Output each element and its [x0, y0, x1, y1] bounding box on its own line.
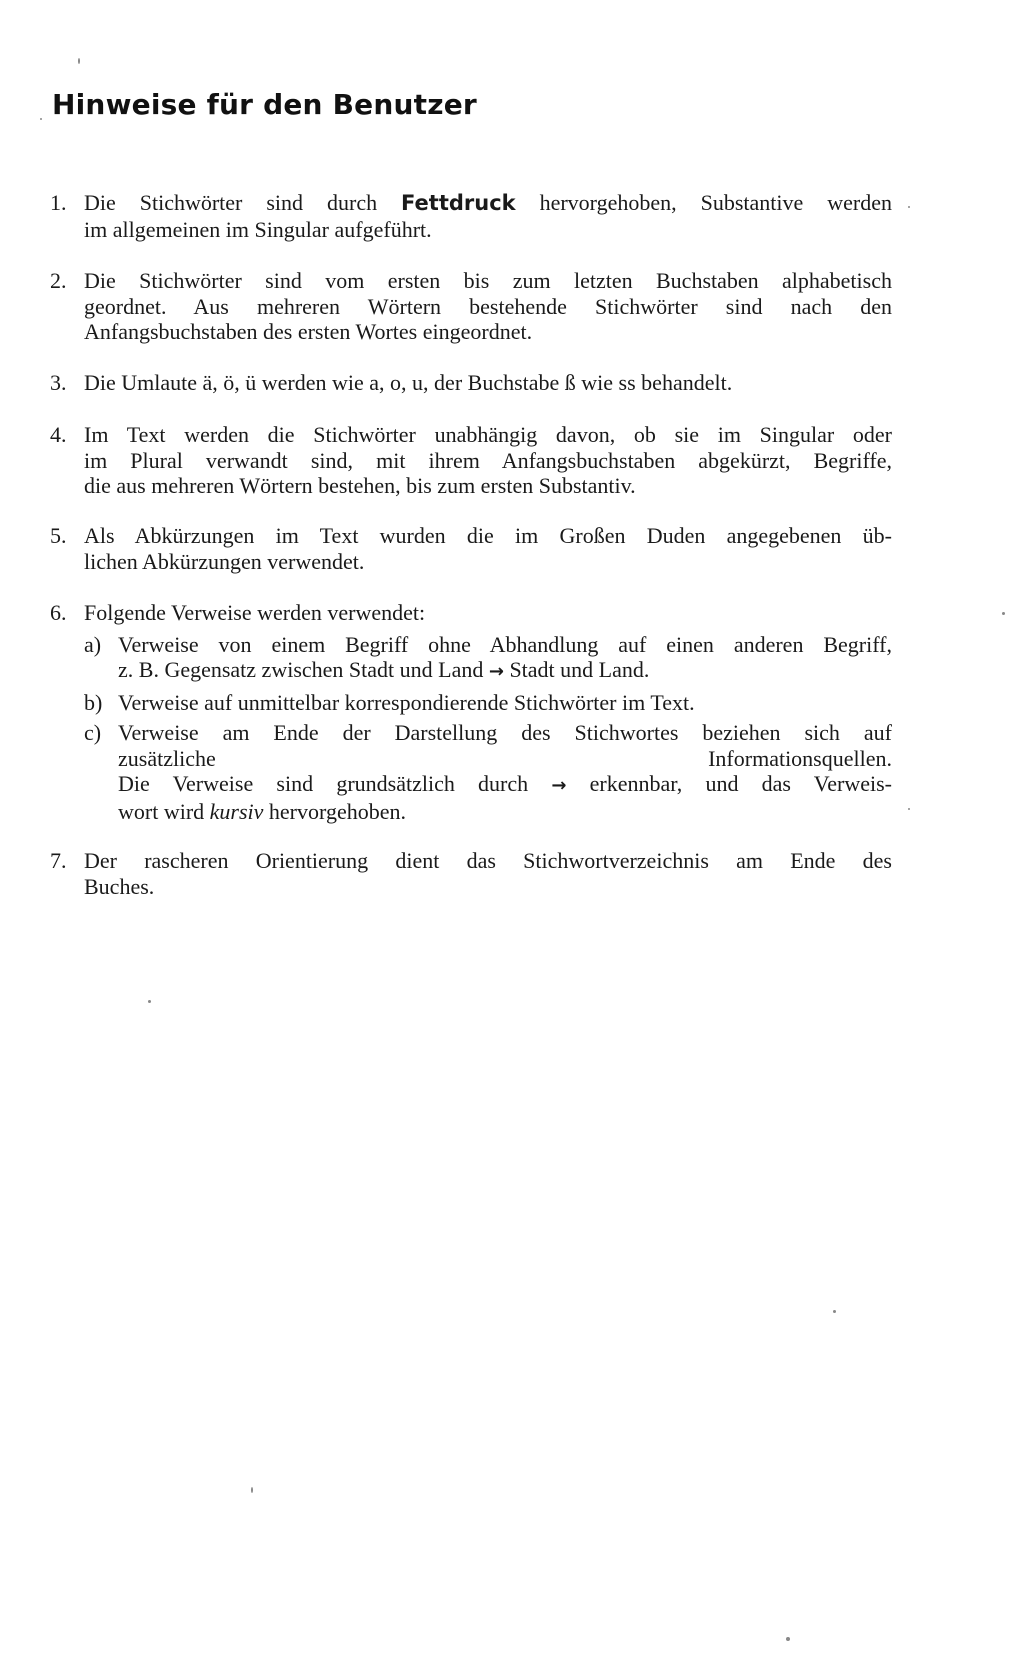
arrow-right-icon: →: [551, 775, 567, 796]
item-number: 1.: [50, 190, 67, 215]
text-line: [84, 319, 892, 345]
item-text: [84, 848, 892, 899]
note-item-7: [50, 848, 892, 899]
text-line: [84, 294, 892, 320]
item-text: [84, 370, 892, 396]
scan-speck: [908, 808, 910, 810]
text-run: Die Umlaute ä, ö, ü werden wie a, o, u, der Buchstabe ß wie ss behandelt.: [84, 370, 733, 395]
sub-item-a: [84, 632, 892, 685]
text-line: [84, 422, 892, 448]
text-run: Der rascheren Orientierung dient das Stichwortverzeichnis am Ende des: [84, 848, 892, 873]
item-number: 4.: [50, 422, 67, 447]
text-line: [84, 549, 892, 575]
text-run: Die Stichwörter sind vom ersten bis zum letzten Buchstaben alphabetisch: [84, 268, 892, 293]
scan-speck: [251, 1487, 253, 1493]
text-line: [84, 523, 892, 549]
item-number: 6.: [50, 600, 67, 625]
text-run: z. B. Gegensatz zwischen Stadt und Land: [118, 657, 489, 682]
sub-item-label: a): [84, 631, 102, 657]
note-item-2: [50, 268, 892, 345]
arrow-right-icon: →: [488, 661, 504, 682]
text-run: Verweise auf unmittelbar korrespondierende Stichwörter im Text.: [118, 689, 695, 715]
item-text: [84, 268, 892, 345]
sub-item-text: [118, 690, 892, 716]
text-run: Stadt und Land.: [503, 657, 650, 682]
sub-item-b: [84, 690, 892, 716]
item-text: [84, 422, 892, 499]
text-run: geordnet. Aus mehreren Wörtern bestehende Stichwörter sind nach den: [84, 293, 892, 319]
text-run: lichen Abkürzungen verwendet.: [84, 548, 365, 574]
text-run: die aus mehreren Wörtern bestehen, bis zum ersten Substantiv.: [84, 473, 636, 498]
page-title: Hinweise für den Benutzer: [52, 88, 477, 121]
note-item-6: [50, 600, 892, 824]
scan-speck: [786, 1637, 790, 1641]
sub-item-text: [118, 632, 892, 685]
text-line: [118, 746, 892, 772]
scan-speck: [40, 118, 42, 120]
text-line: [118, 799, 892, 825]
sub-item-label: c): [84, 720, 102, 745]
note-item-5: [50, 523, 892, 574]
text-line: [118, 771, 892, 799]
text-run: Buches.: [84, 873, 155, 899]
text-line: [84, 874, 892, 900]
text-run: zusätzliche Informationsquellen.: [118, 745, 892, 771]
item-text: [84, 190, 892, 242]
text-run: wort wird: [118, 798, 210, 824]
scan-speck: [148, 1000, 151, 1003]
text-line: [84, 473, 892, 499]
item-number: 7.: [50, 848, 67, 873]
scan-speck: [833, 1310, 836, 1313]
text-line: [118, 690, 892, 716]
text-run: hervorgehoben.: [263, 798, 406, 824]
text-run: im allgemeinen im Singular aufgeführt.: [84, 216, 432, 242]
scan-speck: [908, 206, 910, 208]
bold-keyword: Fettdruck: [401, 191, 516, 215]
text-line: [84, 848, 892, 874]
text-run: im Plural verwandt sind, mit ihrem Anfangsbuchstaben abgekürzt, Begriffe,: [84, 447, 892, 473]
item-number: 2.: [50, 268, 67, 293]
item-number: 5.: [50, 523, 67, 548]
text-line: [84, 190, 892, 217]
text-line: [118, 720, 892, 746]
note-item-4: [50, 422, 892, 499]
sub-item-text: [118, 720, 892, 824]
note-item-3: [50, 370, 892, 396]
text-line: [118, 657, 892, 685]
text-run: Verweise von einem Begriff ohne Abhandlung auf einen anderen Begriff,: [118, 631, 892, 657]
text-line: [84, 448, 892, 474]
text-line: [84, 268, 892, 294]
text-run: Die Stichwörter sind durch: [84, 190, 402, 215]
text-run: Als Abkürzungen im Text wurden die im Großen Duden angegebenen üb-: [84, 523, 892, 548]
text-line: [118, 632, 892, 658]
scan-speck: [78, 58, 80, 64]
text-line: [84, 370, 892, 396]
text-run: hervorgehoben, Substantive werden: [515, 190, 892, 215]
italic-keyword: kursiv: [209, 798, 264, 824]
text-run: Folgende Verweise werden verwendet:: [84, 600, 426, 625]
sub-item-label: b): [84, 689, 103, 715]
note-item-1: [50, 190, 892, 242]
text-run: erkennbar, und das Verweis-: [566, 771, 893, 796]
item-text: [84, 600, 892, 626]
text-run: Anfangsbuchstaben des ersten Wortes eingeordnet.: [84, 319, 533, 344]
text-run: Die Verweise sind grundsätzlich durch: [118, 771, 552, 796]
text-line: [84, 600, 892, 626]
item-number: 3.: [50, 370, 67, 395]
item-text: [84, 523, 892, 574]
sub-item-c: [84, 720, 892, 824]
text-run: Im Text werden die Stichwörter unabhängig davon, ob sie im Singular oder: [84, 422, 892, 447]
text-run: Verweise am Ende der Darstellung des Stichwortes beziehen sich auf: [118, 720, 892, 745]
scan-speck: [1002, 612, 1005, 615]
text-line: [84, 217, 892, 243]
